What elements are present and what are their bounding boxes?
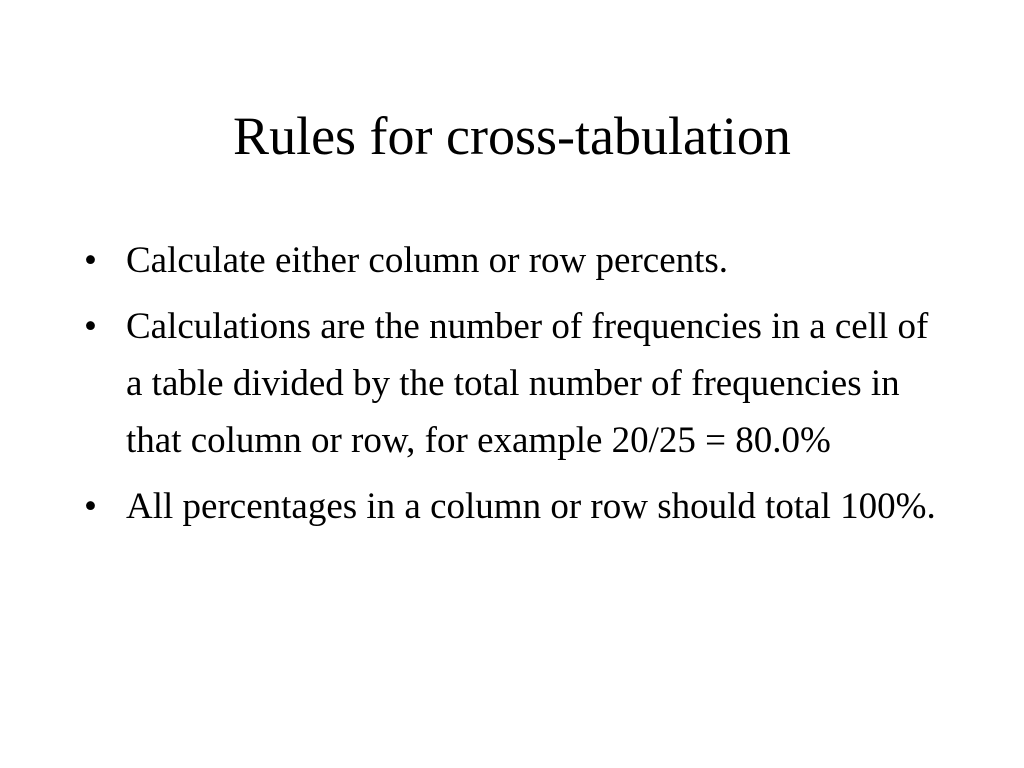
bullet-item-calculations xyxy=(84,298,944,469)
bullet-text: Calculations are the number of frequencies in a cell of a table divided by the total number of frequencies in that column or row, for example 20/25 = 80.0% xyxy=(126,306,929,461)
bullet-text: Calculate either column or row percents. xyxy=(126,240,729,281)
slide-title: Rules for cross-tabulation xyxy=(233,106,791,166)
bullet-list xyxy=(84,232,944,544)
bullet-item-total-100 xyxy=(84,478,944,535)
bullet-text: All percentages in a column or row should total 100%. xyxy=(126,486,936,527)
bullet-point-icon: • xyxy=(84,240,97,281)
bullet-item-column-row-percents xyxy=(84,232,944,289)
bullet-point-icon: • xyxy=(84,306,97,347)
bullet-point-icon: • xyxy=(84,486,97,527)
